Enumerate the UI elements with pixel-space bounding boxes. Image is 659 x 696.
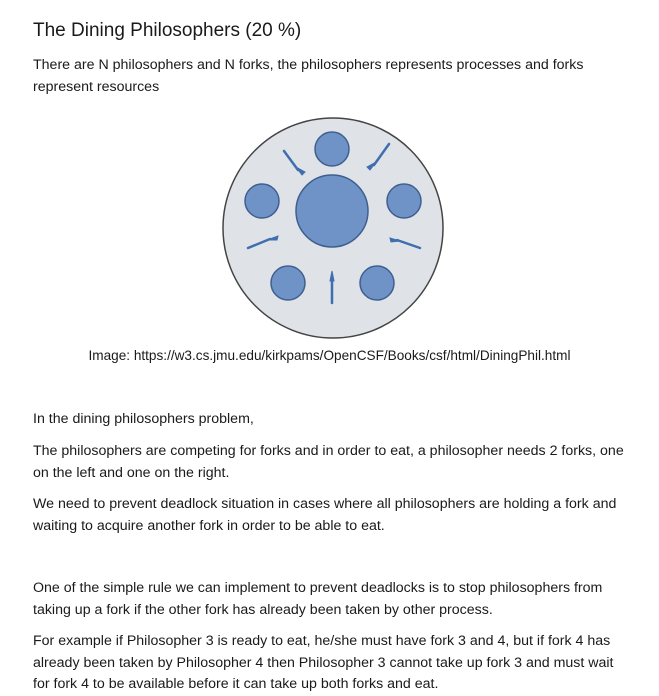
- philosopher-plate-4: [271, 266, 305, 300]
- center-bowl: [296, 175, 368, 247]
- philosopher-plate-2: [387, 184, 421, 218]
- intro-paragraph: There are N philosophers and N forks, the philosophers represents processes and forks represent resources: [33, 57, 584, 95]
- page-title: The Dining Philosophers (20 %): [33, 20, 302, 41]
- dining-table-figure: [222, 117, 444, 339]
- paragraph-4: One of the simple rule we can implement to prevent deadlocks is to stop philosophers from taking up a fork if the other fork has already been taken by other process.: [33, 580, 603, 618]
- paragraph-3: We need to prevent deadlock situation in cases where all philosophers are holding a fork and waiting to acquire another fork in order to be able to eat.: [33, 496, 617, 534]
- dining-table-diagram: [222, 117, 444, 339]
- paragraph-2: The philosophers are competing for forks and in order to eat, a philosopher needs 2 forks, one on the left and one on the right.: [33, 443, 624, 481]
- image-caption: Image: https://w3.cs.jmu.edu/kirkpams/OpenCSF/Books/csf/html/DiningPhil.html: [88, 348, 571, 363]
- paragraph-5: For example if Philosopher 3 is ready to eat, he/she must have fork 3 and 4, but if fork 4 has already been taken by Philosopher 4 then Philosopher 3 cannot take up fork 3 and must wait for fork 4 to be available before it can take up both forks and eat.: [33, 633, 614, 692]
- philosopher-plate-3: [360, 266, 394, 300]
- philosopher-plate-1: [315, 132, 349, 166]
- philosopher-plate-5: [245, 184, 279, 218]
- paragraph-1: In the dining philosophers problem,: [33, 411, 254, 427]
